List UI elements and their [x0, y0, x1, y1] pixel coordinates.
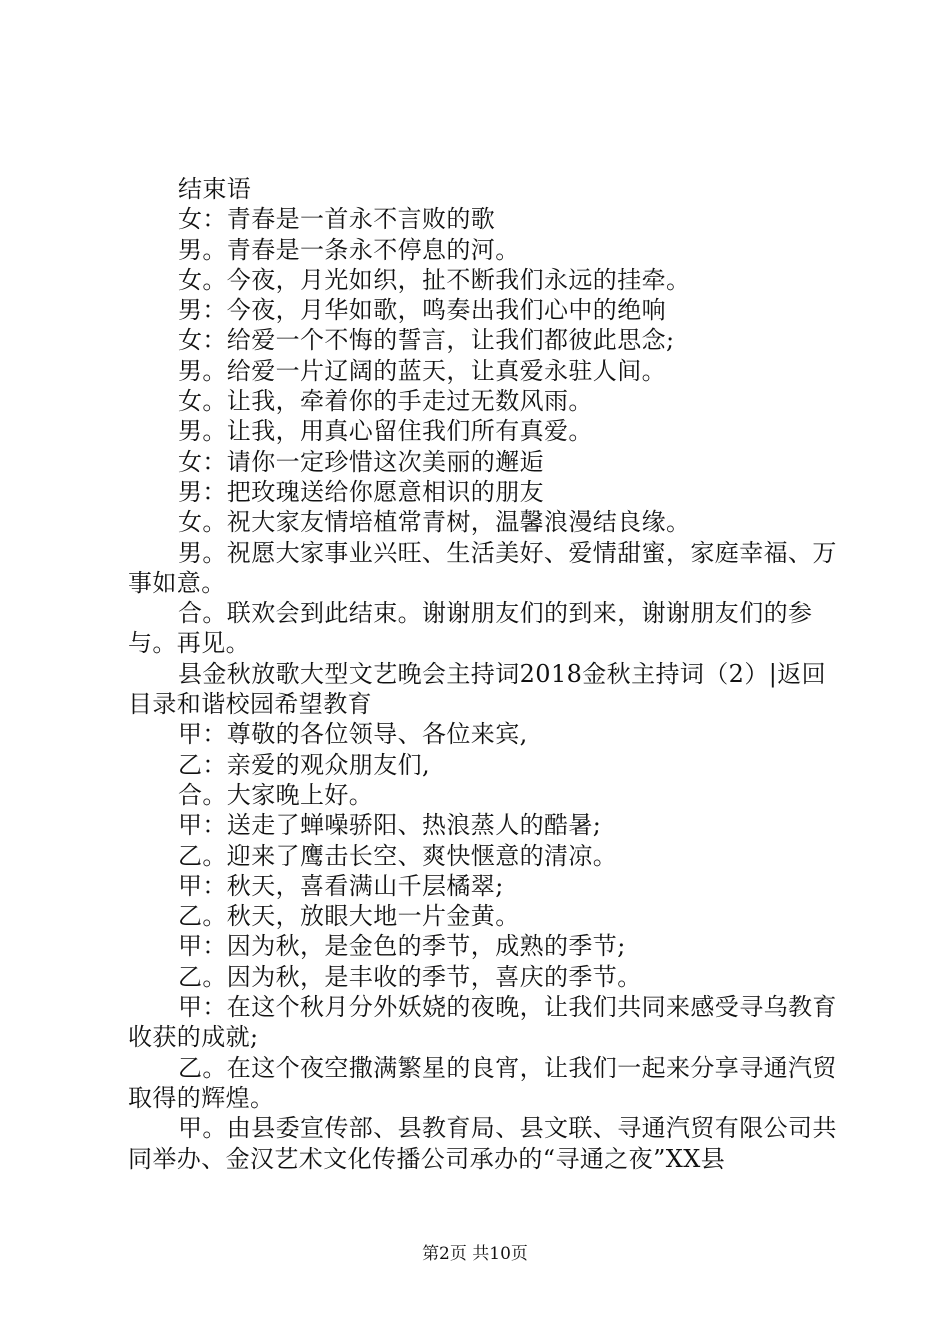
paragraph: 男。祝愿大家事业兴旺、生活美好、爱情甜蜜，家庭幸福、万事如意。 — [128, 538, 837, 597]
paragraph: 男：今夜，月华如歌，鸣奏出我们心中的绝响 — [178, 296, 666, 325]
paragraph: 女。今夜，月光如织，扯不断我们永远的挂牵。 — [178, 265, 691, 294]
page-number-footer: 第2页 共10页 — [422, 1244, 528, 1264]
paragraph: 乙。迎来了鹰击长空、爽快惬意的清凉。 — [178, 841, 618, 870]
paragraph: 甲。由县委宣传部、县教育局、县文联、寻通汽贸有限公司共同举办、金汉艺术文化传播公司承办的“寻通之夜”XX县 — [128, 1114, 837, 1173]
paragraph: 乙。因为秋，是丰收的季节，喜庆的季节。 — [178, 962, 642, 991]
paragraph: 女：青春是一首永不言败的歌 — [178, 205, 496, 234]
paragraph: 甲：尊敬的各位领导、各位来宾, — [178, 720, 528, 749]
paragraph: 男：把玫瑰送给你愿意相识的朋友 — [178, 477, 544, 506]
paragraph: 乙。在这个夜空撒满繁星的良宵，让我们一起来分享寻通汽贸取得的辉煌。 — [128, 1053, 837, 1112]
paragraph: 乙。秋天，放眼大地一片金黄。 — [178, 902, 520, 931]
paragraph: 乙：亲爱的观众朋友们, — [178, 750, 431, 779]
paragraph: 甲：送走了蝉噪骄阳、热浪蒸人的酷暑; — [178, 811, 602, 840]
paragraph: 女。祝大家友情培植常青树，温馨浪漫结良缘。 — [178, 508, 691, 537]
paragraph: 女：给爱一个不悔的誓言，让我们都彼此思念; — [178, 326, 675, 355]
paragraph: 女。让我，牵着你的手走过无数风雨。 — [178, 387, 593, 416]
document-body — [128, 174, 838, 1174]
paragraph: 结束语 — [178, 175, 252, 203]
paragraph: 甲：因为秋，是金色的季节，成熟的季节; — [178, 932, 626, 961]
paragraph: 男。青春是一条永不停息的河。 — [178, 235, 520, 264]
paragraph: 合。联欢会到此结束。谢谢朋友们的到来，谢谢朋友们的参与。再见。 — [128, 599, 813, 658]
paragraph: 甲：秋天，喜看满山千层橘翠; — [178, 871, 504, 900]
section-heading: 县金秋放歌大型文艺晚会主持词2018金秋主持词（2）|返回目录和谐校园希望教育 — [128, 659, 827, 719]
paragraph: 男。给爱一片辽阔的蓝天，让真爱永驻人间。 — [178, 356, 666, 385]
paragraph: 合。大家晚上好。 — [178, 780, 374, 809]
paragraph: 女：请你一定珍惜这次美丽的邂逅 — [178, 447, 544, 476]
paragraph: 男。让我，用真心留住我们所有真爱。 — [178, 417, 593, 446]
paragraph: 甲：在这个秋月分外妖娆的夜晚，让我们共同来感受寻乌教育收获的成就; — [128, 993, 837, 1052]
